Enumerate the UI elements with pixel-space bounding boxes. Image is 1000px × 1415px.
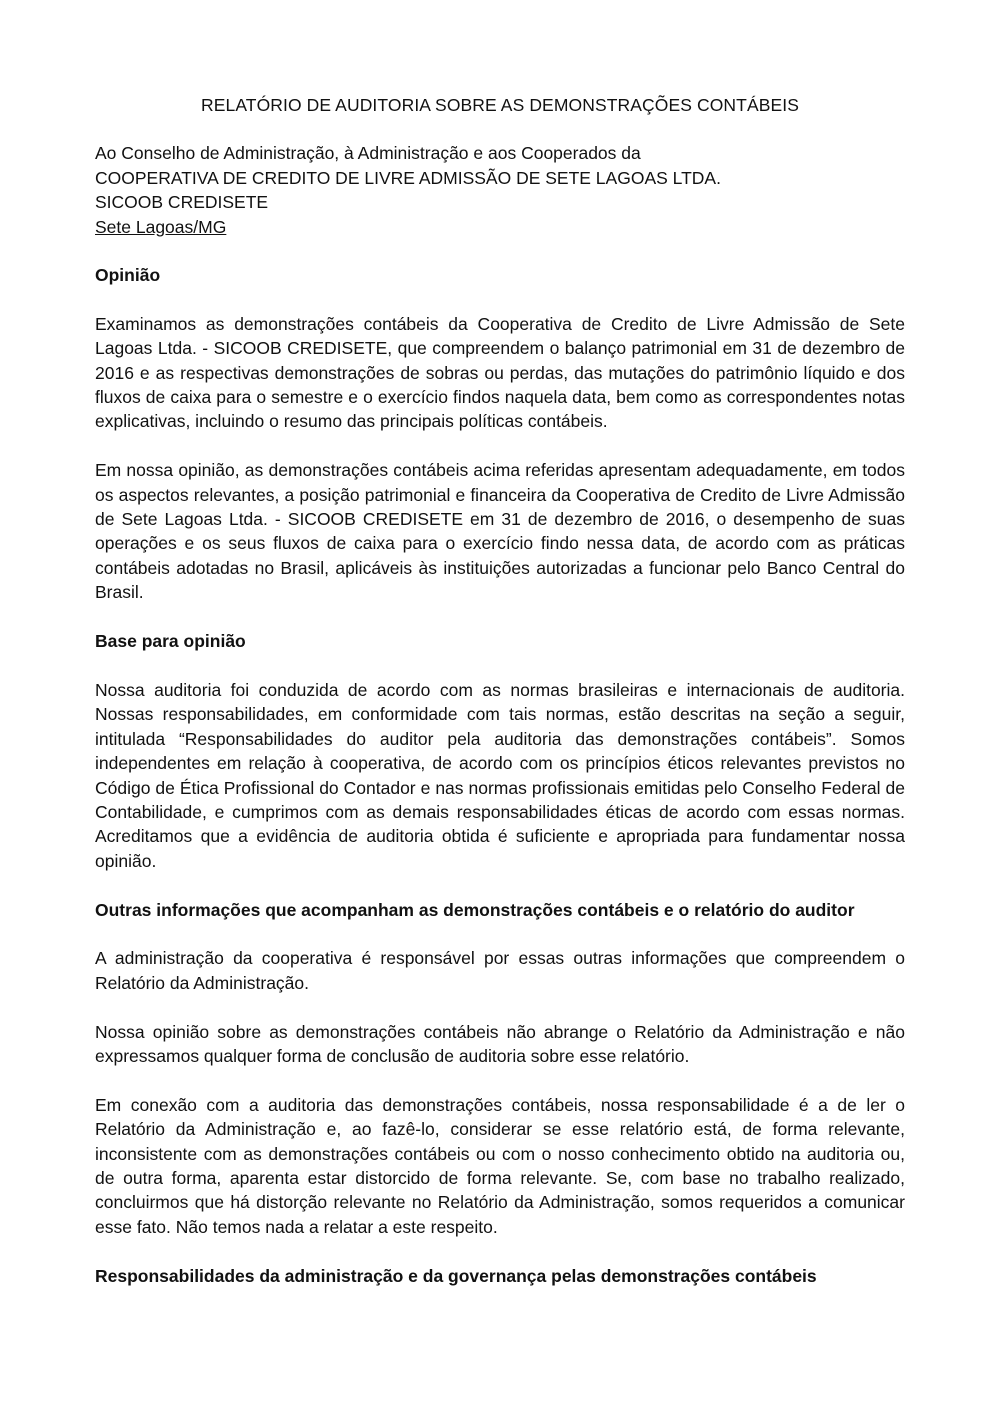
addressee-block [95,141,905,239]
paragraph: Em conexão com a auditoria das demonstrações contábeis, nossa responsabilidade é a de ler o Relatório da Administração e, ao fazê-lo, considerar se esse relatório está, de forma relevante, inconsistente com as demonstrações contábeis ou com o nosso conhecimento obtido na auditoria ou, de outra forma, aparenta estar distorcido de forma relevante. Se, com base no trabalho realizado, concluirmos que há distorção relevante no Relatório da Administração, somos requeridos a comunicar esse fato. Não temos nada a relatar a este respeito. [95,1094,905,1237]
paragraph: Em nossa opinião, as demonstrações contábeis acima referidas apresentam adequadamente, em todos os aspectos relevantes, a posição patrimonial e financeira da Cooperativa de Credito de Livre Admissão de Sete Lagoas Ltda. - SICOOB CREDISETE em 31 de dezembro de 2016, o desempenho de suas operações e os seus fluxos de caixa para o exercício findo nessa data, de acordo com as práticas contábeis adotadas no Brasil, aplicáveis às instituições autorizadas a funcionar pelo Banco Central do Brasil. [95,460,905,603]
document-content [95,93,905,1312]
section-heading-outras-informacoes: Outras informações que acompanham as demonstrações contábeis e o relatório do auditor [95,899,855,920]
addressee-brand: SICOOB CREDISETE [95,192,269,213]
section-heading-responsabilidades-administracao: Responsabilidades da administração e da governança pelas demonstrações contábeis [95,1265,817,1286]
paragraph: Nossa auditoria foi conduzida de acordo com as normas brasileiras e internacionais de auditoria. Nossas responsabilidades, em conformidade com tais normas, estão descritas na seção a seguir, intitulada “Responsabilidades do auditor pela auditoria das demonstrações contábeis”. Somos independentes em relação à cooperativa, de acordo com os princípios éticos relevantes previstos no Código de Ética Profissional do Contador e nas normas profissionais emitidas pelo Conselho Federal de Contabilidade, e cumprimos com as demais responsabilidades éticas de acordo com essas normas. Acreditamos que a evidência de auditoria obtida é suficiente e apropriada para fundamentar nossa opinião. [95,679,905,871]
paragraph: Nossa opinião sobre as demonstrações contábeis não abrange o Relatório da Administração e não expressamos qualquer forma de conclusão de auditoria sobre esse relatório. [95,1021,905,1066]
section-heading-base-para-opiniao: Base para opinião [95,631,246,652]
document-title: RELATÓRIO DE AUDITORIA SOBRE AS DEMONSTRAÇÕES CONTÁBEIS [200,95,800,115]
addressee-city: Sete Lagoas/MG [95,216,227,237]
section-heading-opiniao: Opinião [95,265,161,286]
addressee-company: COOPERATIVA DE CREDITO DE LIVRE ADMISSÃO DE SETE LAGOAS LTDA. [95,167,721,188]
addressee-line: Ao Conselho de Administração, à Administração e aos Cooperados da [95,143,641,164]
paragraph: Examinamos as demonstrações contábeis da Cooperativa de Credito de Livre Admissão de Sete Lagoas Ltda. - SICOOB CREDISETE, que compreendem o balanço patrimonial em 31 de dezembro de 2016 e as respectivas demonstrações de sobras ou perdas, das mutações do patrimônio líquido e dos fluxos de caixa para o semestre e o exercício findos naquela data, bem como as correspondentes notas explicativas, incluindo o resumo das principais políticas contábeis. [95,313,905,432]
paragraph: A administração da cooperativa é responsável por essas outras informações que compreendem o Relatório da Administração. [95,948,905,993]
